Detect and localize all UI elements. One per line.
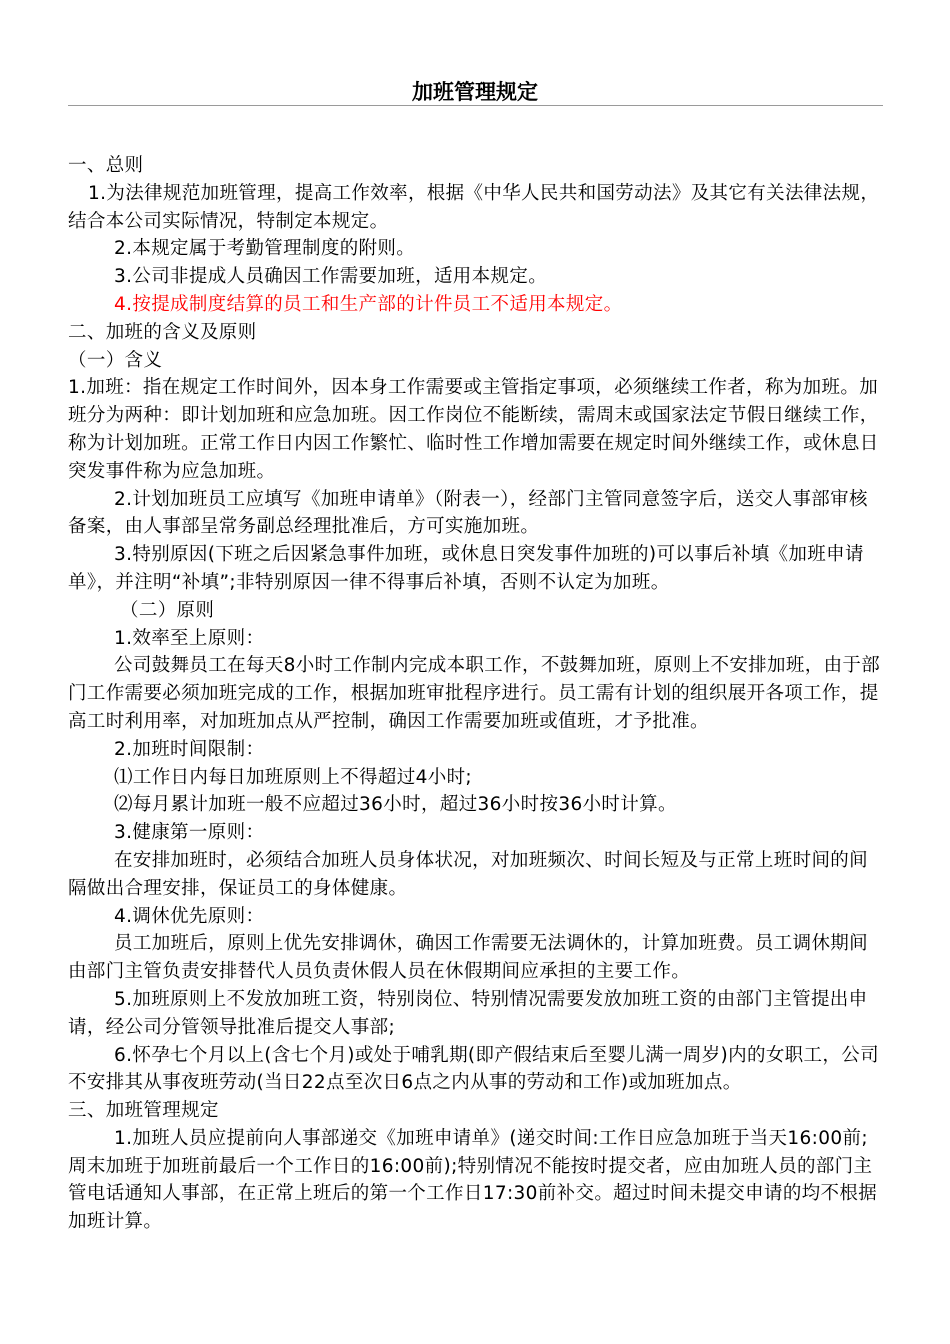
paragraph: 3.公司非提成人员确因工作需要加班，适用本规定。 [114, 266, 548, 288]
section-heading: 三、加班管理规定 [68, 1100, 219, 1122]
paragraph: 5.加班原则上不发放加班工资，特别岗位、特别情况需要发放加班工资的由部门主管提出申请，经公司分管领导批准后提交人事部; [68, 988, 868, 1038]
title-divider [68, 105, 883, 106]
subsection-heading: （一）含义 [68, 349, 163, 371]
paragraph: 1.加班人员应提前向人事部递交《加班申请单》(递交时间:工作日应急加班于当天16:00前;周末加班于加班前最后一个工作日的16:00前);特别情况不能按时提交者，应由加班人员的部门主管电话通知人事部，在正常上班后的第一个工作日17:30前补交。超过时间未提交申请的均不根据加班计算。 [68, 1127, 878, 1233]
paragraph: 员工加班后，原则上优先安排调休，确因工作需要无法调休的，计算加班费。员工调休期间由部门主管负责安排替代人员负责休假人员在休假期间应承担的主要工作。 [68, 933, 869, 983]
paragraph: 公司鼓舞员工在每天8小时工作制内完成本职工作，不鼓舞加班，原则上不安排加班，由于部门工作需要必须加班完成的工作，根据加班审批程序进行。员工需有计划的组织展开各项工作，提高工时利用率，对加班加点从严控制，确因工作需要加班或值班，才予批准。 [68, 655, 881, 732]
section-heading: 一、总则 [68, 155, 144, 176]
paragraph: 3.特别原因(下班之后因紧急事件加班，或休息日突发事件加班的)可以事后补填《加班申请单》，并注明“补填”;非特别原因一律不得事后补填，否则不认定为加班。 [68, 544, 864, 593]
section-heading: 二、加班的含义及原则 [68, 321, 257, 343]
highlighted-paragraph: 4.按提成制度结算的员工和生产部的计件员工不适用本规定。 [114, 293, 623, 315]
paragraph: 在安排加班时，必须结合加班人员身体状况，对加班频次、时间长短及与正常上班时间的间隔做出合理安排，保证员工的身体健康。 [68, 849, 869, 899]
paragraph: ⑴工作日内每日加班原则上不得超过4小时; [114, 766, 473, 788]
paragraph: 4.调休优先原则： [114, 905, 265, 927]
paragraph: 3.健康第一原则： [114, 822, 265, 844]
document-title: 加班管理规定 [412, 80, 538, 104]
paragraph: ⑵每月累计加班一般不应超过36小时，超过36小时按36小时计算。 [114, 794, 677, 816]
document-body [68, 152, 883, 1236]
paragraph: 2.计划加班员工应填写《加班申请单》（附表一），经部门主管同意签字后，送交人事部审核备案，由人事部呈常务副总经理批准后，方可实施加班。 [68, 488, 868, 538]
paragraph: 1.加班：指在规定工作时间外，因本身工作需要或主管指定事项，必须继续工作者，称为加班。加班分为两种：即计划加班和应急加班。因工作岗位不能断续，需周末或国家法定节假日继续工作，称为计划加班。正常工作日内因工作繁忙、临时性工作增加需要在规定时间外继续工作，或休息日突发事件称为应急加班。 [68, 377, 879, 482]
paragraph: 2.加班时间限制： [114, 738, 265, 760]
paragraph: 1.为法律规范加班管理，提高工作效率，根据《中华人民共和国劳动法》及其它有关法律法规，结合本公司实际情况，特制定本规定。 [68, 182, 880, 232]
paragraph: 1.效率至上原则： [114, 627, 265, 649]
subsection-heading: （二）原则 [120, 599, 215, 621]
paragraph: 2.本规定属于考勤管理制度的附则。 [114, 238, 416, 260]
paragraph: 6.怀孕七个月以上(含七个月)或处于哺乳期(即产假结束后至婴儿满一周岁)内的女职工，公司不安排其从事夜班劳动(当日22点至次日6点之内从事的劳动和工作)或加班加点。 [68, 1044, 879, 1094]
